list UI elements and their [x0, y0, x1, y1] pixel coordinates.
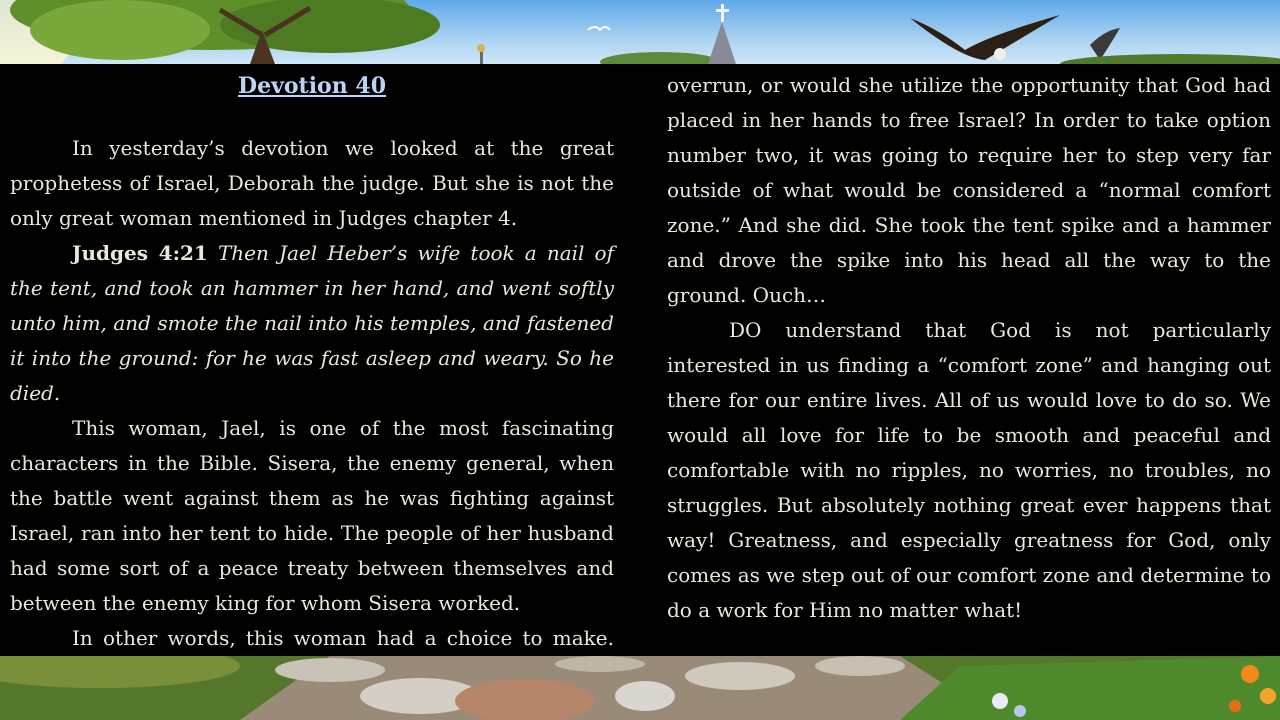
steeple-roof [708, 22, 736, 64]
sky-trees-scene [0, 0, 1280, 64]
bird-icon [1090, 28, 1120, 60]
right-column [667, 68, 1271, 628]
devotion-title: Devotion 40 [238, 73, 386, 99]
bird-icon [588, 27, 610, 30]
stone [685, 662, 795, 690]
steeple-cross [721, 4, 724, 22]
flower-icon [992, 693, 1008, 709]
scripture-quote [10, 236, 614, 411]
eagle-head-icon [994, 48, 1006, 60]
eagle-icon [910, 15, 1060, 60]
flower-icon [1241, 665, 1259, 683]
garden-path-scene [0, 656, 1280, 720]
top-scenery-image [0, 0, 1280, 64]
paragraph-comfort-zone: DO understand that God is not particularly interested in us finding a “comfort zone” and hanging out there for our entire lives. All of us would love to do so. We would all love for life to be smooth and peaceful and comfortable with no ripples, no worries, no troubles, no struggles. But absolutely nothing great ever happens that way! Greatness, and especially greatness for God, only comes as we step out of our comfort zone and determine to do a work for Him no matter what! [667, 318, 1271, 622]
flower-icon [1260, 688, 1276, 704]
left-column [10, 64, 614, 691]
stone [615, 681, 675, 711]
scripture-text: Then Jael Heber’s wife took a nail of the tent, and took an hammer in her hand, and went softly unto him, and smote the nail into his temples, and fastened it into the ground: for he was fast asleep and weary. So he died. [10, 241, 614, 405]
tree-canopy-highlight [30, 0, 210, 60]
paragraph-continuation: overrun, or would she utilize the opportunity that God had placed in her hands to free Israel? In order to take option number two, it was going to require her to step very far outside of what would be considered a “normal comfort zone.” And she did. She took the tent spike and a hammer and drove the spike into his head all the way to the ground. Ouch… [667, 73, 1271, 307]
distant-trees [600, 52, 720, 64]
devotion-text-panel [0, 64, 1280, 656]
flower-icon [1229, 700, 1241, 712]
flower-icon [1014, 705, 1026, 717]
stone [555, 656, 645, 672]
paragraph-jael: This woman, Jael, is one of the most fascinating characters in the Bible. Sisera, the enemy general, when the battle went against them as he was fighting against Israel, ran into her tent to hide. The people of her husband had some sort of a peace treaty between themselves and between the enemy king for whom Sisera worked. [10, 416, 614, 615]
scripture-reference: Judges 4:21 [72, 241, 208, 265]
paragraph-intro: In yesterday’s devotion we looked at the great prophetess of Israel, Deborah the judge. But she is not the only great woman mentioned in Judges chapter 4. [10, 136, 614, 230]
paragraph-choice: In other words, this woman had a choice to make. [72, 626, 614, 650]
stone [815, 656, 905, 676]
bottom-scenery-image [0, 656, 1280, 720]
pole-top [477, 44, 485, 52]
stone [275, 658, 385, 682]
steeple-cross-bar [716, 9, 729, 12]
bushes [1060, 54, 1280, 64]
